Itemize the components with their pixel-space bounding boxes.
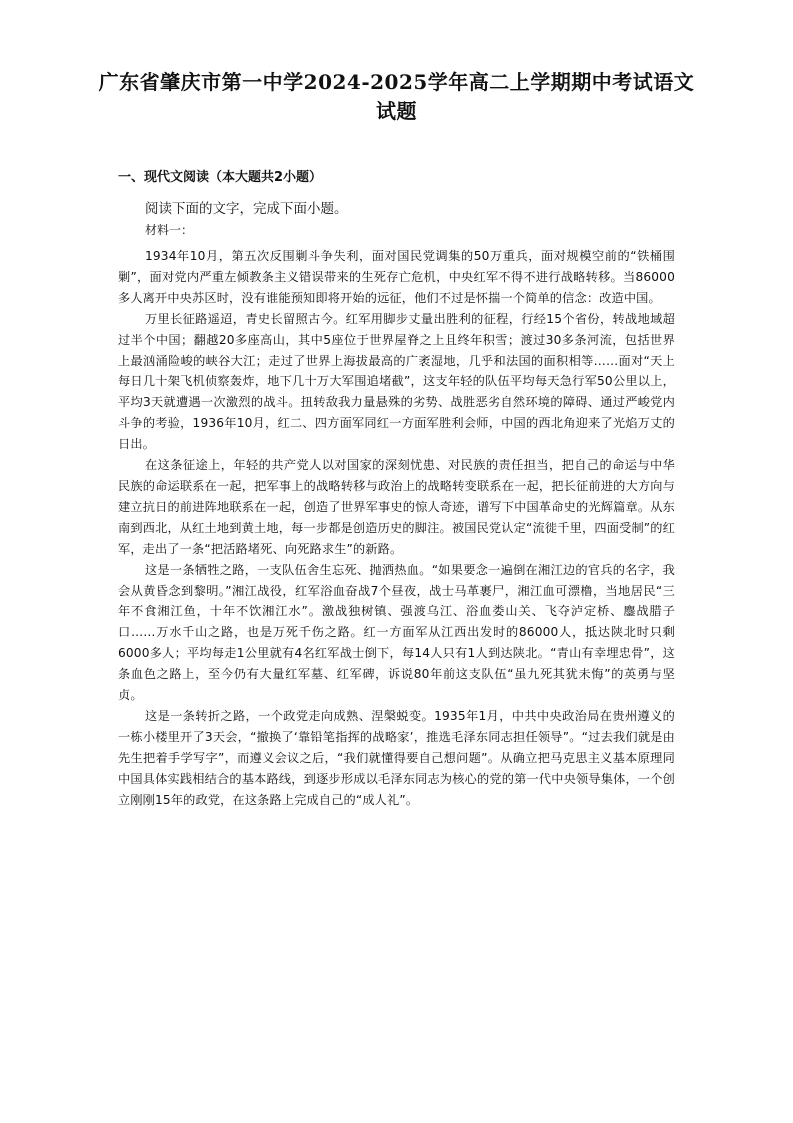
document-title: 广东省肇庆市第一中学2024-2025学年高二上学期期中考试语文试题	[98, 70, 695, 123]
paragraph-2: 万里长征路遥迢，青史长留照古今。红军用脚步丈量出胜利的征程，行经15个省份，转战地域超过半个中国；翻越20多座高山，其中5座位于世界屋脊之上且终年积雪；渡过30多条河流，包括世界上最汹涌险峻的峡谷大江；走过了世界上海拔最高的广袤湿地，几乎和法国的面积相等……面对“天上每日几十架飞机侦察轰炸，地下几十万大军围追堵截”，这支年轻的队伍平均每天急行军50公里以上，平均3天就遭遇一次激烈的战斗。扭转敌我力量悬殊的劣势、战胜恶劣自然环境的障碍、通过严峻党内斗争的考验，1936年10月，红二、四方面军同红一方面军胜利会师，中国的西北角迎来了光焰万丈的日出。	[118, 311, 675, 452]
section-heading: 一、现代文阅读（本大题共2小题）	[118, 170, 323, 185]
paragraph-4: 这是一条牺牲之路，一支队伍舍生忘死、抛洒热血。“如果要念一遍倒在湘江边的官兵的名字，我会从黄昏念到黎明。”湘江战役，红军浴血奋战7个昼夜，战士马革裹尸，湘江血可漂橹，当地居民“三年不食湘江鱼，十年不饮湘江水”。激战独树镇、强渡乌江、浴血娄山关、飞夺泸定桥、鏖战腊子口……万水千山之路，也是万死千伤之路。红一方面军从江西出发时的86000人，抵达陕北时只剩6000多人；平均每走1公里就有4名红军战士倒下，每14人只有1人到达陕北。“青山有幸埋忠骨”，这条血色之路上，至今仍有大量红军墓、红军碑，诉说80年前这支队伍“虽九死其犹未悔”的英勇与坚贞。	[118, 562, 675, 703]
paragraph-1: 1934年10月，第五次反围剿斗争失利，面对国民党调集的50万重兵，面对规模空前的“铁桶围剿”，面对党内严重左倾教条主义错误带来的生死存亡危机，中央红军不得不进行战略转移。当86000多人离开中央苏区时，没有谁能预知即将开始的远征，他们不过是怀揣一个简单的信念：改造中国。	[118, 249, 675, 305]
paragraph-3: 在这条征途上，年轻的共产党人以对国家的深刻忧患、对民族的责任担当，把自己的命运与中华民族的命运联系在一起，把军事上的战略转移与政治上的战略转变联系在一起，把长征前进的大方向与建立抗日的前进阵地联系在一起，创造了世界军事史的惊人奇迹，谱写下中国革命史的光辉篇章。从东南到西北，从红土地到黄土地，每一步都是创造历史的脚注。被国民党认定“流徙千里，四面受制”的红军，走出了一条“把活路堵死、向死路求生”的新路。	[118, 458, 675, 556]
material-label: 材料一：	[145, 223, 194, 237]
paragraph-5: 这是一条转折之路，一个政党走向成熟、涅槃蜕变。1935年1月，中共中央政治局在贵州遵义的一栋小楼里开了3天会，“撤换了‘靠铅笔指挥的战略家’，推选毛泽东同志担任领导”。“过去我们就是由先生把着手学写字”，而遵义会议之后，“我们就懂得要自己想问题”。从确立把马克思主义基本原理同中国具体实践相结合的基本路线，到逐步形成以毛泽东同志为核心的党的第一代中央领导集体，一个创立刚刚15年的政党，在这条路上完成自己的“成人礼”。	[118, 708, 675, 807]
reading-instruction: 阅读下面的文字，完成下面小题。	[145, 201, 348, 217]
